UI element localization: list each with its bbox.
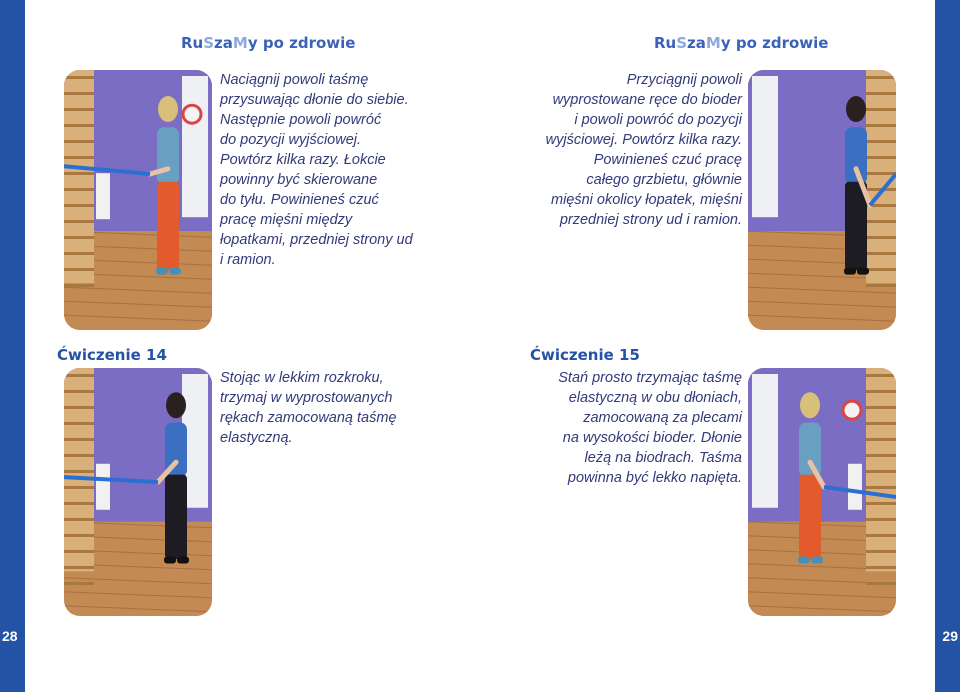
exercise-photo-top-left — [64, 70, 212, 330]
brand-header-left: RuSzaMy po zdrowie — [181, 34, 356, 52]
page-number-left: 28 — [2, 628, 18, 644]
exercise-14-text: Stojąc w lekkim rozkroku, trzymaj w wyprostowanych rękach zamocowaną taśmę elastyczną. — [220, 370, 397, 446]
exercise-14-title: Ćwiczenie 14 — [57, 346, 167, 364]
exercise-photo-top-right — [748, 70, 896, 330]
exercise-15-text: Stań prosto trzymając taśmę elastyczną w obu dłoniach, zamocowaną za plecami na wysokości bioder. Dłonie leżą na biodrach. Taśma powinna być lekko napięta. — [558, 370, 742, 486]
exercise-15-photo — [748, 368, 896, 616]
brand-header-right: RuSzaMy po zdrowie — [654, 34, 829, 52]
text-block-top-left: Naciągnij powoli taśmę przysuwając dłonie do siebie. Następnie powoli powróć do pozycji wyjściowej. Powtórz kilka razy. Łokcie powinny być skierowane do tyłu. Powinieneś czuć pracę mięśni między łopatkami, przedniej strony ud i ramion. — [220, 72, 413, 268]
exercise-14-photo — [64, 368, 212, 616]
text-block-top-right: Przyciągnij powoli wyprostowane ręce do bioder i powoli powróć do pozycji wyjściowej. Powtórz kilka razy. Powinieneś czuć pracę całego grzbietu, głównie mięśni okolicy łopatek, mięśni przedniej strony ud i ramion. — [545, 72, 742, 228]
left-page-band — [0, 0, 25, 692]
right-page-band — [935, 0, 960, 692]
exercise-15-title: Ćwiczenie 15 — [530, 346, 640, 364]
page-number-right: 29 — [942, 628, 958, 644]
